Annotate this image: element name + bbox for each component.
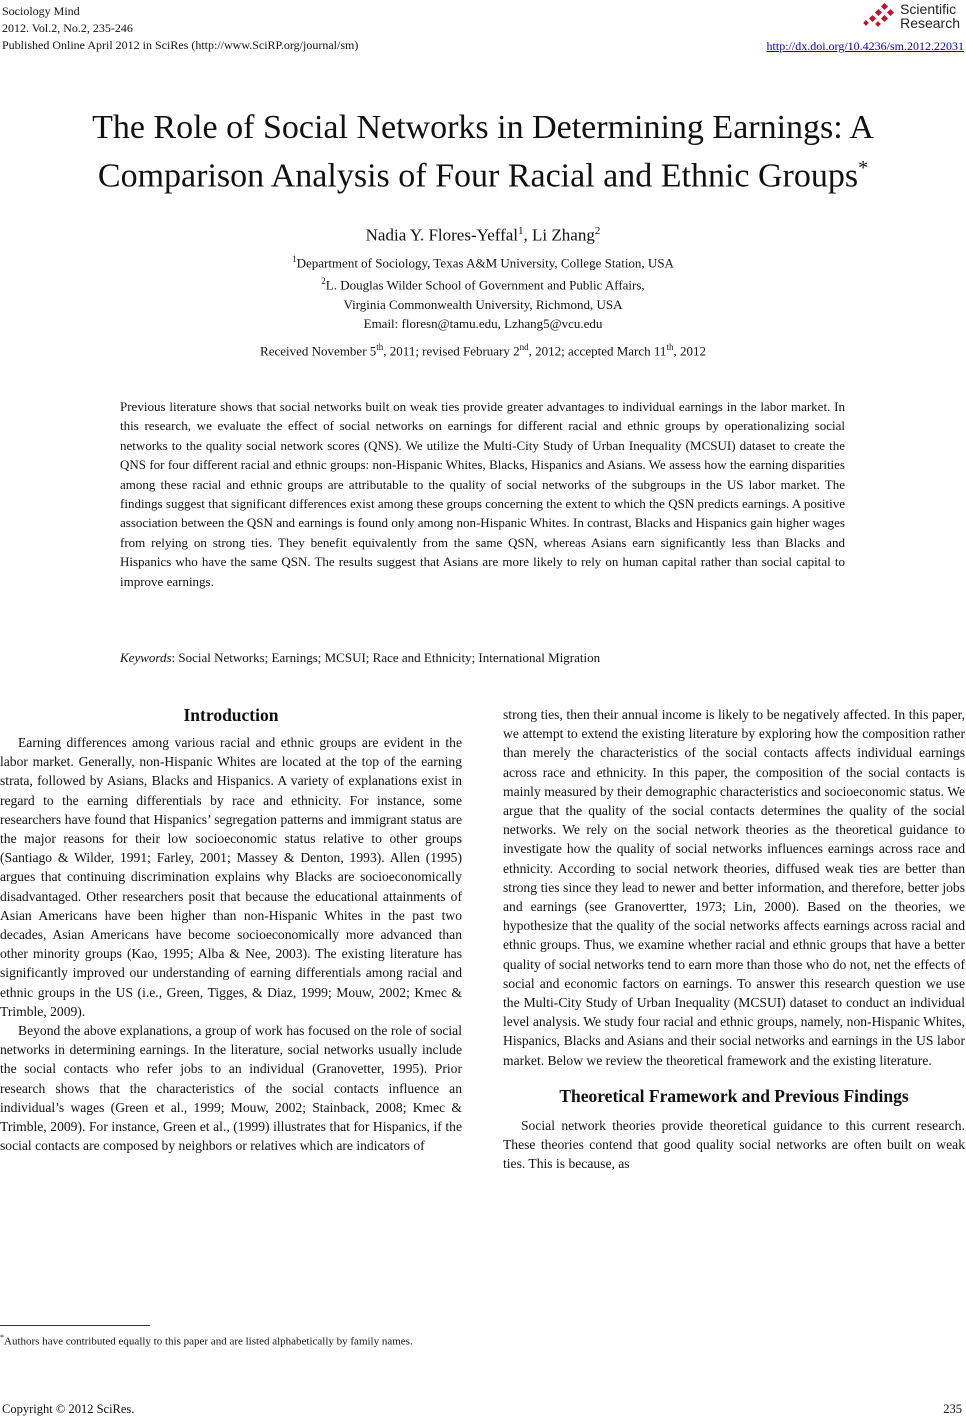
affiliation-1-text: Department of Sociology, Texas A&M University, College Station, USA — [296, 255, 674, 271]
publisher-logo — [862, 2, 960, 30]
page-number: 235 — [943, 1402, 962, 1416]
author-separator: , — [523, 225, 533, 245]
doi-link[interactable]: http://dx.doi.org/10.4236/sm.2012.22031 — [766, 39, 964, 53]
title-line-2-text: Comparison Analysis of Four Racial and Ethnic Groups — [97, 157, 859, 195]
intro-paragraph-1: Earning differences among various racial and ethnic groups are evident in the labor market. Generally, non-Hispanic Whites are located at the top of the earning strata, followed by Asians, Blacks and Hispanics. A variety of explanations exist in regard to the earning differentials by race and ethnicity. For instance, some researchers have found that Hispanics’ segregation patterns and immigrant status are the major reasons for their low socioeconomic status relative to other groups (Santiago & Wilder, 1991; Farley, 2001; Massey & Denton, 1993). Allen (1995) argues that continuing discrimination explains why Blacks are socioeconomically disadvantaged. Other researchers posit that because the educational attainments of Asian Americans have been higher than non-Hispanic Whites in the past two decades, Asian Americans have become socioeconomically more advanced than other minority groups (Kao, 1995; Alba & Nee, 2003). The existing literature has significantly improved our understanding of earning differentials among racial and ethnic groups in the US (i.e., Green, Tigges, & Diaz, 1999; Mouw, 2002; Kmec & Trimble, 2009). — [0, 735, 462, 1019]
author-2: Li Zhang — [532, 225, 595, 245]
contact-email: Email: floresn@tamu.edu, Lzhang5@vcu.edu — [363, 315, 603, 331]
received-part-3: , 2012; accepted March 11 — [528, 343, 667, 359]
affiliations — [0, 250, 966, 333]
theory-heading: Theoretical Framework and Previous Findings — [559, 1085, 909, 1106]
keywords-label: Keywords — [120, 650, 172, 665]
journal-name: Sociology Mind — [2, 4, 80, 18]
author-1-affil: 1 — [518, 225, 524, 237]
right-column — [503, 705, 965, 1173]
author-1: Nadia Y. Flores-Yeffal — [365, 225, 519, 245]
affiliation-2 — [0, 272, 966, 294]
keywords — [120, 650, 845, 666]
journal-published: Published Online April 2012 in SciRes (http://www.SciRP.org/journal/sm) — [2, 38, 359, 52]
copyright: Copyright © 2012 SciRes. — [2, 1402, 135, 1416]
journal-volume: 2012. Vol.2, No.2, 235-246 — [2, 21, 133, 35]
author-list — [0, 225, 966, 246]
received-part-4: , 2012 — [673, 343, 706, 359]
logo-text — [900, 2, 960, 30]
received-part-2: , 2011; revised February 2 — [383, 343, 520, 359]
footnote-rule — [0, 1325, 150, 1326]
title-line-2 — [0, 148, 966, 196]
author-2-affil: 2 — [594, 225, 601, 237]
journal-header — [2, 3, 358, 54]
received-sup-1: th — [376, 342, 384, 352]
received-part-1: Received November 5 — [260, 343, 377, 359]
affiliation-2-mark: 2 — [321, 276, 326, 287]
footnote-mark: * — [0, 1333, 4, 1342]
affiliation-1 — [0, 250, 966, 272]
intro-paragraph-2: Beyond the above explanations, a group of work has focused on the role of social networks in determining earnings. In the literature, social networks usually include the social contacts who refer jobs to an individual (Granovetter, 1995). Prior research shows that the characteristics of the social contacts influence an individual’s wages (Green et al., 1999; Mouw, 2002; Stainback, 2008; Kmec & Trimble, 2009). For instance, Green et al., (1999) illustrates that for Hispanics, if the social contacts are composed by neighbors or relatives which are indicators of — [0, 1023, 462, 1154]
introduction-heading: Introduction — [183, 705, 279, 725]
keywords-text: : Social Networks; Earnings; MCSUI; Race and Ethnicity; International Migration — [171, 650, 601, 665]
scientific-research-logo-icon — [862, 3, 896, 29]
title-line-1: The Role of Social Networks in Determining Earnings: A — [92, 109, 874, 146]
affiliation-2b: Virginia Commonwealth University, Richmond, USA — [343, 296, 623, 312]
received-dates — [0, 342, 966, 359]
affiliation-2-text: L. Douglas Wilder School of Government and Public Affairs, — [325, 277, 645, 293]
left-column — [0, 705, 462, 1155]
abstract: Previous literature shows that social networks built on weak ties provide greater advantages to individual earnings in the labor market. In this research, we evaluate the effect of social networks on earnings for different racial and ethnic groups by operationalizing social networks to the quality social network scores (QNS). We utilize the Multi-City Study of Urban Inequality (MCSUI) dataset to create the QNS for four different racial and ethnic groups: non-Hispanic Whites, Blacks, Hispanics and Asians. We assess how the earning disparities among these racial and ethnic groups are attributable to the quality of social networks of the subgroups in the US labor market. The findings suggest that significant differences exist among these groups concerning the extent to which the QSN predicts earnings. A positive association between the QSN and earnings is found only among non-Hispanic Whites. In contrast, Blacks and Hispanics gain higher wages from relying on strong ties. They benefit equivalently from the same QSN, whereas Asians earn significantly less than Blacks and Hispanics who have the same QSN. The results suggest that Asians are more likely to rely on human capital rather than social capital to improve earnings. — [120, 399, 845, 589]
received-sup-3: th — [666, 342, 674, 352]
paper-title — [0, 108, 966, 196]
footnote-text: Authors have contributed equally to this paper and are listed alphabetically by family names. — [4, 1335, 413, 1348]
intro-paragraph-3: strong ties, then their annual income is likely to be negatively affected. In this paper, we attempt to extend the existing literature by exploring how the composition rather than merely the characteristics of the social contacts affects individual earnings across race and ethnicity. In this paper, the composition of the social contacts is mainly measured by their demographic characteristics and socioeconomic status. We argue that the quality of the social contacts determines the quality of the social networks. We rely on the social network theories as the theoretical guidance to investigate how the quality of social networks influences earnings across race and ethnicity. According to social network theories, diffused weak ties are better than strong ties since they lead to newer and better information, and therefore, better jobs and earnings (see Granovertter, 1973; Lin, 2000). Based on the theories, we hypothesize that the quality of the social networks affects earnings across racial and ethnic groups. Thus, we examine whether racial and ethnic groups that have a better quality of social networks tend to earn more than those who do not, net the effects of social and economic factors on earnings. To answer this research question we use the Multi-City Study of Urban Inequality (MCSUI) dataset to conduct an individual level analysis. We study four racial and ethnic groups, namely, non-Hispanic Whites, Hispanics, Blacks and Asians and their social networks and earnings in the US labor market. Below we review the theoretical framework and the existing literature. — [503, 707, 965, 1068]
affiliation-1-mark: 1 — [292, 254, 297, 264]
theory-paragraph-1: Social network theories provide theoretical guidance to this current research. These theories contend that good quality social networks are often built on weak ties. This is because, as — [503, 1117, 965, 1172]
title-footnote-mark[interactable]: * — [858, 157, 869, 179]
footnote — [0, 1330, 462, 1350]
logo-line2: Research — [900, 15, 960, 31]
logo-line1: Scientific — [900, 1, 957, 17]
received-sup-2: nd — [519, 342, 529, 352]
